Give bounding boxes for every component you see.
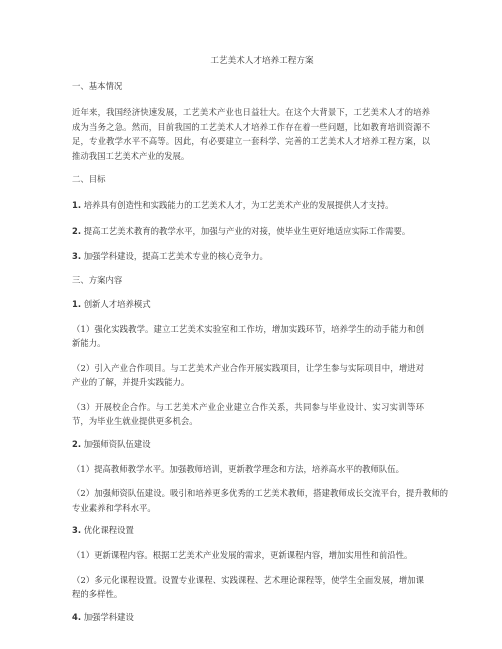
plan-subparagraph: （3）开展校企合作。与工艺美术产业企业建立合作关系，共同参与毕业设计、实习实训等环节，为毕业生就业提供更多机会。 xyxy=(72,401,424,426)
plan-item-title: 创新人才培养模式 xyxy=(83,298,151,309)
plan-item-number: 4. xyxy=(72,611,82,622)
plan-subparagraph: （2）多元化课程设置。设置专业课程、实践课程、艺术理论课程等，使学生全面发展，增加课程的多样性。 xyxy=(72,574,424,599)
document-title: 工艺美术人才培养工程方案 xyxy=(210,56,314,66)
basic-paragraph: 近年来，我国经济快速发展，工艺美术产业也日益壮大。在这个大背景下，工艺美术人才的培养成为当务之急。然而，目前我国的工艺美术人才培养工作存在着一些问题，比如教育培训资源不足，专业教学水平不高等。因此，有必要建立一套科学、完善的工艺美术人才培养工程方案，以推动我国工艺美术产业的发展。 xyxy=(72,107,430,161)
plan-subparagraph: （1）提高教师教学水平。加强教师培训，更新教学理念和方法，培养高水平的教师队伍。 xyxy=(72,463,404,474)
plan-item-heading xyxy=(72,439,448,450)
plan-item-heading xyxy=(72,612,448,623)
plan-item-title: 加强学科建设 xyxy=(83,611,134,622)
section-heading-basic: 一、基本情况 xyxy=(72,81,123,91)
plan-subparagraph: （2）引入产业合作项目。与工艺美术产业合作开展实践项目，让学生参与实际项目中，增进对产业的了解，并提升实践能力。 xyxy=(72,362,424,387)
section-heading-goals: 二、目标 xyxy=(72,174,106,184)
goal-text: 提高工艺美术教育的教学水平，加强与产业的对接，使毕业生更好地适应实际工作需要。 xyxy=(83,225,411,236)
plan-item-number: 2. xyxy=(72,438,82,449)
plan-subparagraph: （1）强化实践教学。建立工艺美术实验室和工作坊，增加实践环节，培养学生的动手能力和创新能力。 xyxy=(72,323,424,348)
plan-item-number: 1. xyxy=(72,298,82,309)
plan-item-heading xyxy=(72,525,448,536)
plan-subparagraph: （2）加强师资队伍建设。吸引和培养更多优秀的工艺美术教师，搭建教师成长交流平台，提升教师的专业素养和学科水平。 xyxy=(72,488,448,513)
plan-subparagraph: （1）更新课程内容。根据工艺美术产业发展的需求，更新课程内容，增加实用性和前沿性。 xyxy=(72,550,413,560)
plan-item-heading xyxy=(72,299,448,310)
goal-number: 1. xyxy=(72,200,82,210)
goal-item xyxy=(72,249,448,264)
section-heading-plan: 三、方案内容 xyxy=(72,274,123,285)
goal-item xyxy=(72,198,448,213)
plan-item-title: 优化课程设置 xyxy=(83,525,134,535)
goal-number: 3. xyxy=(72,251,82,261)
goal-number: 2. xyxy=(72,225,82,236)
plan-item-number: 3. xyxy=(72,525,82,535)
plan-item-title: 加强师资队伍建设 xyxy=(83,438,151,449)
goal-text: 培养具有创造性和实践能力的工艺美术人才，为工艺美术产业的发展提供人才支持。 xyxy=(83,200,394,210)
goal-item xyxy=(72,224,448,239)
goal-text: 加强学科建设，提高工艺美术专业的核心竞争力。 xyxy=(83,251,268,261)
